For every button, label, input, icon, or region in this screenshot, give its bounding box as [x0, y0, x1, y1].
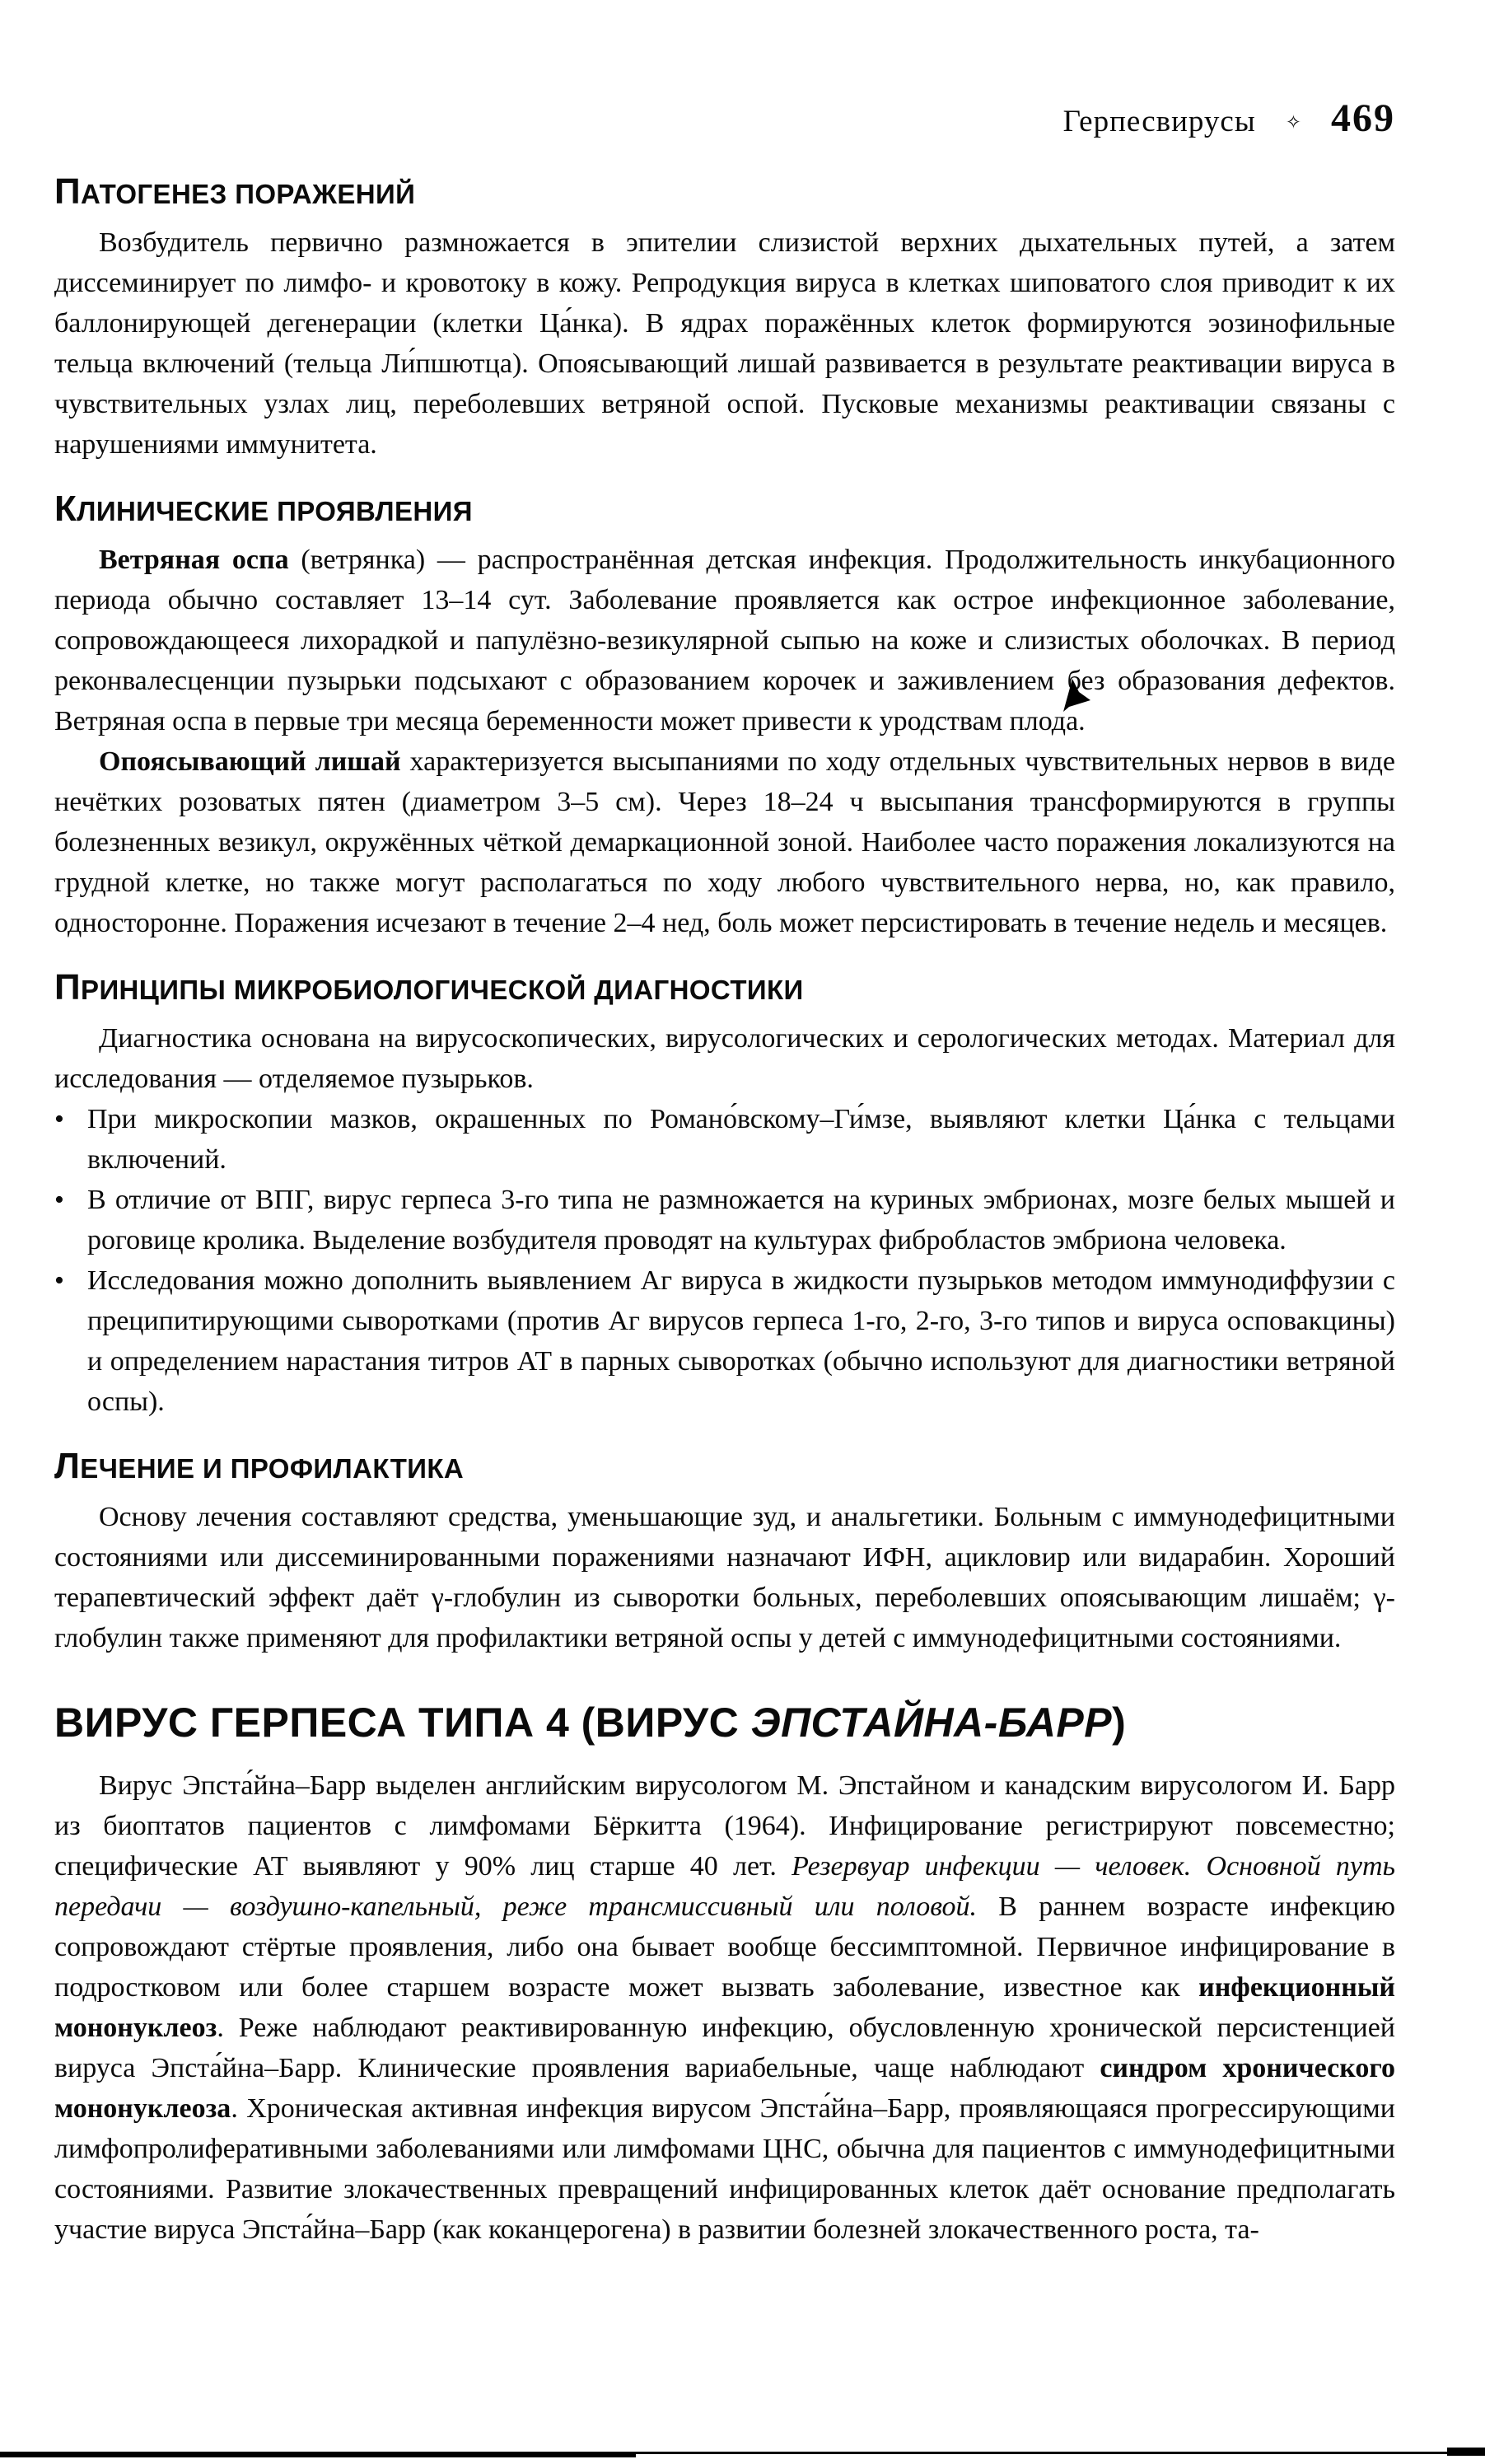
chapter-heading-text: ВИРУС ГЕРПЕСА ТИПА 4 (ВИРУС: [54, 1700, 751, 1746]
ebv-run-bold: инфекционный мононуклеоз: [54, 1972, 1395, 2043]
bullet-list: [54, 1099, 1395, 1422]
paragraph-ebv: [54, 1765, 1395, 2250]
section-heading-pathogenesis: ПАТОГЕНЕЗ ПОРАЖЕНИЙ: [54, 171, 416, 212]
section-heading-treatment: ЛЕЧЕНИЕ И ПРОФИЛАКТИКА: [54, 1446, 465, 1486]
ebv-run: В раннем возрасте инфекцию сопровождают стёртые проявления, либо она бывает вообще бессимптомной. Первичное инфицирование в подростковом или более старшем возрасте может вызвать заболевание, известное как: [54, 1891, 1395, 2003]
paragraph-pathogenesis: Возбудитель первично размножается в эпителии слизистой верхних дыхательных путей, а затем диссеминирует по лимфо- и кровотоку в кожу. Репродукция вируса в клетках шиповатого слоя приводит к их баллонирующей дегенерации (клетки Ца́нка). В ядрах поражённых клеток формируются эозинофильные тельца включений (тельца Ли́пшютца). Опоясывающий лишай развивается в результате реактивации вируса в чувствительных узлах лиц, переболевших ветряной оспой. Пусковые механизмы реактивации связаны с нарушениями иммунитета.: [54, 227, 1395, 460]
paragraph-zoster: [54, 741, 1395, 943]
paragraph-diagnostics-intro: Диагностика основана на вирусоскопических, вирусологических и серологических методах. Материал для исследования — отделяемое пузырьков.: [54, 1023, 1395, 1094]
varicella-text: (ветрянка) — распространённая детская инфекция. Продолжительность инкубационного периода обычно составляет 13–14 сут. Заболевание проявляется как острое инфекционное заболевание, сопровождающееся лихорадкой и папулёзно-везикулярной сыпью на коже и слизистых оболочках. В период реконвалесценции пузырьки подсыхают с образованием корочек и заживлением без образования дефектов. Ветряная оспа в первые три месяца беременности может привести к уродствам плода.: [54, 545, 1396, 736]
page-bottom-edge-left: [0, 2452, 636, 2457]
page: [54, 96, 1395, 2250]
page-bottom-edge-right: [1447, 2448, 1485, 2456]
bullet-text: В отличие от ВПГ, вирус герпеса 3-го типа не размножается на куриных эмбрионах, мозге белых мышей и роговице кролика. Выделение возбудителя проводят на культурах фибробластов эмбриона человека.: [87, 1185, 1395, 1255]
bullet-text: При микроскопии мазков, окрашенных по Романо́вскому–Ги́мзе, выявляют клетки Ца́нка с тельцами включений.: [87, 1104, 1395, 1175]
ebv-run-bold: синдром хронического мононуклеоза: [54, 2053, 1395, 2124]
paragraph-treatment: Основу лечения составляют средства, уменьшающие зуд, и анальгетики. Больным с иммунодефицитными состояниями или диссеминированными поражениями назначают ИФН, ацикловир или видарабин. Хороший терапевтический эффект даёт γ-глобулин из сыворотки больных, переболевших опоясывающим лишаём; γ-глобулин также применяют для профилактики ветряной оспы у детей с иммунодефицитными состояниями.: [54, 1502, 1395, 1653]
ebv-run: . Реже наблюдают реактивированную инфекцию, обусловленную хронической персистенцией вируса Эпста́йна–Барр. Клинические проявления вариабельные, чаще наблюдают: [54, 2013, 1395, 2083]
section-heading-clinical: КЛИНИЧЕСКИЕ ПРОЯВЛЕНИЯ: [54, 489, 473, 529]
page-number: 469: [1331, 96, 1395, 140]
chapter-heading-close: ): [1112, 1700, 1127, 1746]
chapter-heading-ebv: [54, 1698, 1395, 1747]
zoster-text: характеризуется высыпаниями по ходу отдельных чувствительных нервов в виде нечётких розоватых пятен (диаметром 3–5 см). Через 18–24 ч высыпания трансформируются в группы болезненных везикул, окружённых чёткой демаркационной зоной. Наиболее часто поражения локализуются на грудной клетке, но также могут располагаться по ходу любого чувствительного нерва, но, как правило, односторонне. Поражения исчезают в течение 2–4 нед, боль может персистировать в течение недель и месяцев.: [54, 746, 1396, 938]
page-header: [54, 96, 1395, 141]
paragraph-varicella: [54, 540, 1395, 741]
varicella-term: Ветряная оспа: [99, 545, 289, 575]
section-heading-diagnostics: ПРИНЦИПЫ МИКРОБИОЛОГИЧЕСКОЙ ДИАГНОСТИКИ: [54, 967, 804, 1008]
pen-mark: [1061, 676, 1099, 715]
chapter-heading-italic: ЭПСТАЙНА-БАРР: [750, 1700, 1113, 1746]
list-item: [54, 1099, 1395, 1180]
page-bottom-edge-middle: [636, 2452, 1451, 2454]
bullet-icon: •: [54, 1265, 64, 1296]
zoster-term: Опоясывающий лишай: [99, 746, 401, 777]
bullet-icon: •: [54, 1104, 64, 1134]
ebv-run-italic: Резервуар инфекции — человек. Основной путь передачи — воздушно-капельный, реже трансмиссивный или половой.: [54, 1851, 1395, 1922]
list-item: [54, 1260, 1395, 1422]
diamond-icon: ✧: [1285, 112, 1301, 133]
bullet-icon: •: [54, 1185, 64, 1215]
list-item: [54, 1180, 1395, 1260]
bullet-text: Исследования можно дополнить выявлением Аг вируса в жидкости пузырьков методом иммунодиффузии с преципитирующими сыворотками (против Аг вирусов герпеса 1-го, 2-го, 3-го типов и вируса осповакцины) и определением нарастания титров АТ в парных сыворотках (обычно используют для диагностики ветряной оспы).: [87, 1265, 1395, 1417]
running-title: Герпесвирусы: [1062, 105, 1256, 138]
ebv-run: Вирус Эпста́йна–Барр выделен английским вирусологом М. Эпстайном и канадским вирусологом И. Барр из биоптатов пациентов с лимфомами Бёркитта (1964). Инфицирование регистрируют повсеместно; специфические АТ выявляют у 90% лиц старше 40 лет.: [54, 1770, 1395, 1882]
ebv-run: . Хроническая активная инфекция вирусом Эпста́йна–Барр, проявляющаяся прогрессирующими лимфопролиферативными заболеваниями или лимфомами ЦНС, обычна для пациентов с иммунодефицитными состояниями. Развитие злокачественных превращений инфицированных клеток даёт основание предполагать участие вируса Эпста́йна–Барр (как коканцерогена) в развитии болезней злокачественного роста, та-: [54, 2093, 1395, 2245]
